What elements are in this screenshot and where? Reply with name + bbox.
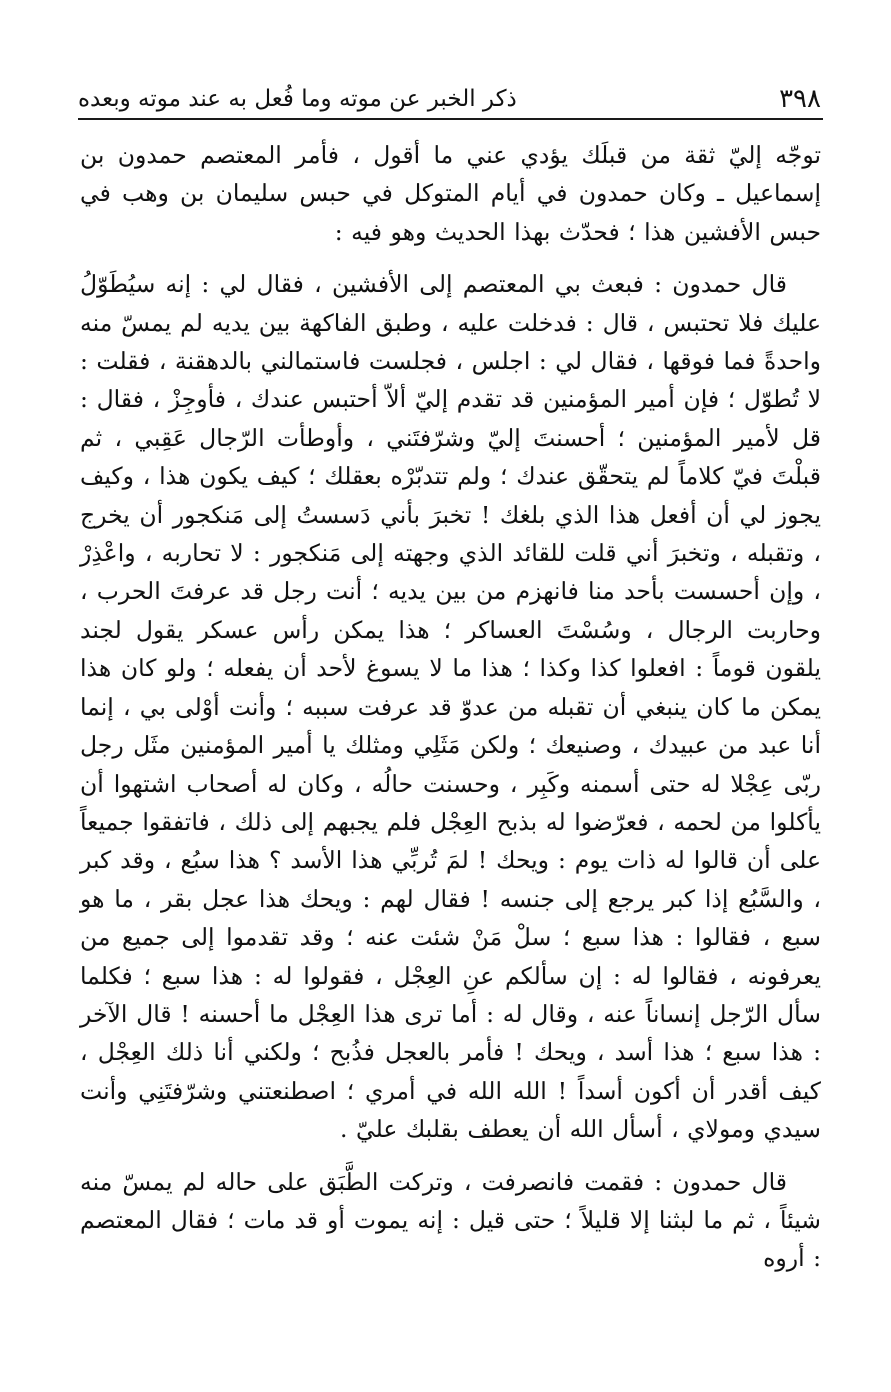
running-header xyxy=(78,74,821,114)
page-number: ٣٩٨ xyxy=(779,84,821,114)
running-title: ذكر الخبر عن موته وما فُعل به عند موته وبعده xyxy=(78,86,517,112)
header-rule xyxy=(78,118,823,120)
paragraph-1: توجّه إليّ ثقة من قبلَك يؤدي عني ما أقول ، فأمر المعتصم حمدون بن إسماعيل ـ وكان حمدون في أيام المتوكل في حبس سليمان بن وهب في حبس الأفشين هذا ؛ فحدّث بهذا الحديث وهو فيه : xyxy=(80,141,821,246)
body-text xyxy=(80,136,821,1278)
paragraph-2: قال حمدون : فبعث بي المعتصم إلى الأفشين ، فقال لي : إنه سيُطَوّلُ عليك فلا تحتبس ، قال : فدخلت عليه ، وطبق الفاكهة بين يديه لم يمسّ منه واحدةً فما فوقها ، فقال لي : اجلس ، فجلست فاستمالني بالدهقنة ، فقلت : لا تُطوّل ؛ فإن أمير المؤمنين قد تقدم إليّ ألاّ أحتبس عندك ، فأوجِزْ ، فقال : قل لأمير المؤمنين ؛ أحسنتَ إليّ وشرّفتَني ، وأوطأت الرّجال عَقِبي ، ثم قبلْتَ فيّ كلاماً لم يتحقّق عندك ؛ ولم تتدبّرْه بعقلك ؛ كيف يكون هذا ، وكيف يجوز لي أن أفعل هذا الذي بلغك ! تخبرَ بأني دَسستُ إلى مَنكجور أن يخرج ، وتقبله ، وتخبرَ أني قلت للقائد الذي وجهته إلى مَنكجور : لا تحاربه ، واعْذِرْ ، وإن أحسست بأحد منا فانهزم من بين يديه ؛ أنت رجل قد عرفتَ الحرب ، وحاربت الرجال ، وسُسْتَ العساكر ؛ هذا يمكن رأس عسكر يقول لجند يلقون قوماً : افعلوا كذا وكذا ؛ هذا ما لا يسوغ لأحد أن يفعله ؛ ولو كان هذا يمكن ما كان ينبغي أن تقبله من عدوّ قد عرفت سببه ؛ وأنت أوْلى بي ، إنما أنا عبد من عبيدك ، وصنيعك ؛ ولكن مَثَلِي ومثلك يا أمير المؤمنين مثَل رجل ربّى عِجْلا له حتى أسمنه وكَبِر ، وحسنت حالُه ، وكان له أصحاب اشتهوا أن يأكلوا من لحمه ، فعرّضوا له بذبح العِجْل فلم يجبهم إلى ذلك ، فاتفقوا جميعاً على أن قالوا له ذات يوم : ويحك ! لمَ تُربِّي هذا الأسد ؟ هذا سبُع ، وقد كبر ، والسَّبُع إذا كبر يرجع إلى جنسه ! فقال لهم : ويحك هذا عجل بقر ، ما هو سبع ، فقالوا : هذا سبع ؛ سلْ مَنْ شئت عنه ؛ وقد تقدموا إلى جميع من يعرفونه ، فقالوا له : إن سألكم عنِ العِجْل ، فقولوا له : هذا سبع ؛ فكلما سأل الرّجل إنساناً عنه ، وقال له : أما ترى هذا العِجْل ما أحسنه ! قال الآخر : هذا سبع ؛ هذا أسد ، ويحك ! فأمر بالعجل فذُبح ؛ ولكني أنا ذلك العِجْل ، كيف أقدر أن أكون أسداً ! الله الله في أمري ؛ اصطنعتني وشرّفتَنِي وأنت سيدي ومولاي ، أسأل الله أن يعطف بقلبك عليّ . xyxy=(80,270,821,1144)
paragraph-3: قال حمدون : فقمت فانصرفت ، وتركت الطَّبَق على حاله لم يمسّ منه شيئاً ، ثم ما لبثنا إلا قليلاً ؛ حتى قيل : إنه يموت أو قد مات ؛ فقال المعتصم : أروه xyxy=(80,1167,821,1273)
